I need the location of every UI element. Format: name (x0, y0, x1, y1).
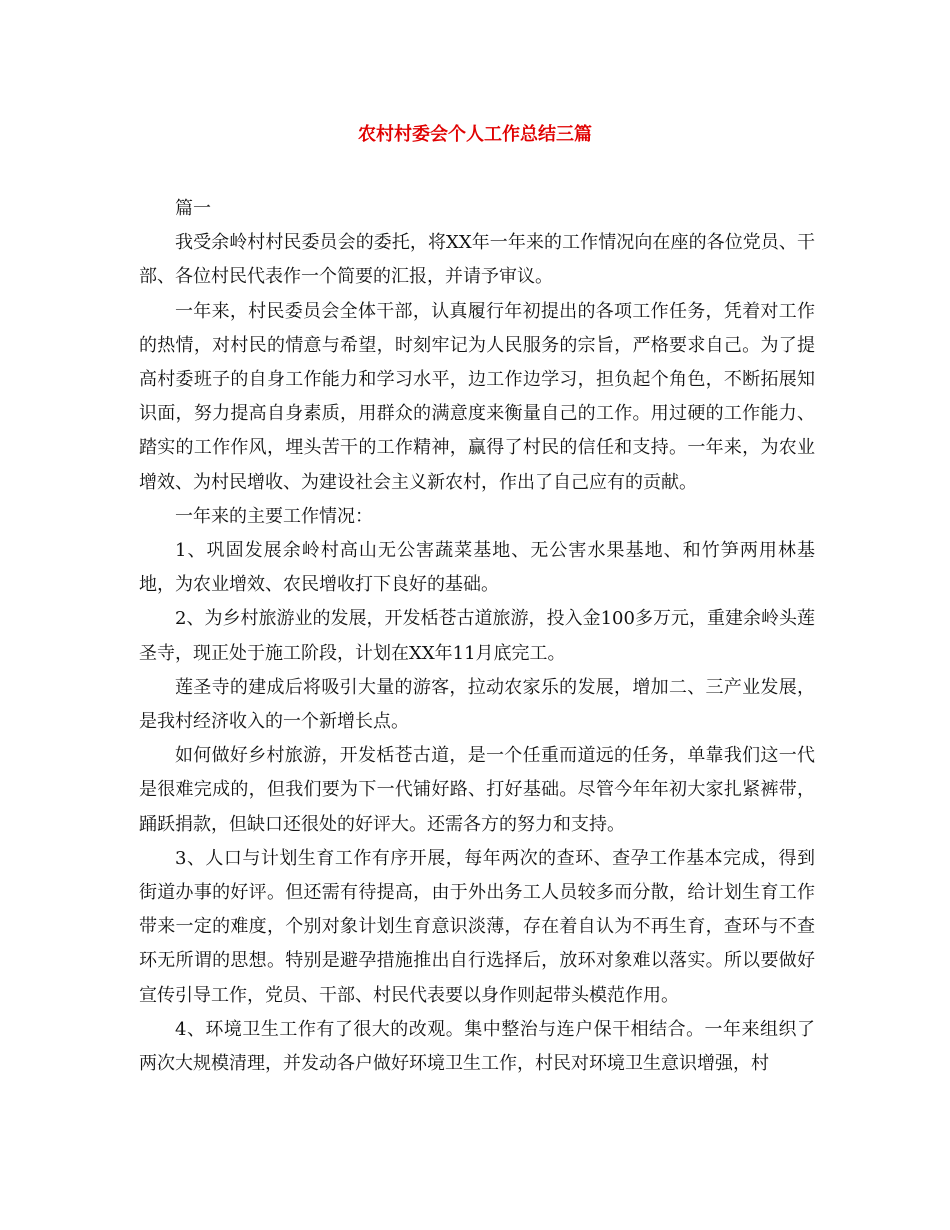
document-title: 农村村委会个人工作总结三篇 (358, 124, 592, 145)
paragraph: 2、为乡村旅游业的发展，开发栝苍古道旅游，投入金100多万元，重建余岭头莲圣寺，现正处于施工阶段，计划在XX年11月底完工。 (139, 608, 815, 664)
paragraph: 3、人口与计划生育工作有序开展，每年两次的查环、查孕工作基本完成，得到街道办事的好评。但还需有待提高，由于外出务工人员较多而分散，给计划生育工作带来一定的难度，个别对象计划生育意识淡薄，存在着自认为不再生育，查环与不查环无所谓的思想。特别是避孕措施推出自行选择后，放环对象难以落实。所以要做好宣传引导工作，党员、干部、村民代表要以身作则起带头模范作用。 (139, 847, 815, 1006)
paragraph: 一年来，村民委员会全体干部，认真履行年初提出的各项工作任务，凭着对工作的热情，对村民的情意与希望，时刻牢记为人民服务的宗旨，严格要求自己。为了提高村委班子的自身工作能力和学习水平，边工作边学习，担负起个角色，不断拓展知识面，努力提高自身素质，用群众的满意度来衡量自己的工作。用过硬的工作能力、踏实的工作作风，埋头苦干的工作精神，赢得了村民的信任和支持。一年来，为农业增效、为村民增收、为建设社会主义新农村，作出了自己应有的贡献。 (139, 300, 815, 493)
paragraph: 一年来的主要工作情况： (175, 505, 373, 527)
paragraph: 我受余岭村村民委员会的委托，将XX年一年来的工作情况向在座的各位党员、干部、各位村民代表作一个简要的汇报，并请予审议。 (139, 232, 815, 288)
document-body (139, 192, 815, 1081)
paragraph: 1、巩固发展余岭村高山无公害蔬菜基地、无公害水果基地、和竹笋两用林基地，为农业增效、农民增收打下良好的基础。 (139, 540, 815, 596)
paragraph: 如何做好乡村旅游，开发栝苍古道，是一个任重而道远的任务，单靠我们这一代是很难完成的，但我们要为下一代铺好路、打好基础。尽管今年年初大家扎紧裤带，踊跃捐款，但缺口还很处的好评大。还需各方的努力和支持。 (139, 745, 815, 835)
paragraph: 4、环境卫生工作有了很大的改观。集中整治与连户保干相结合。一年来组织了两次大规模清理，并发动各户做好环境卫生工作，村民对环境卫生意识增强，村 (139, 1018, 815, 1075)
paragraph: 莲圣寺的建成后将吸引大量的游客，拉动农家乐的发展，增加二、三产业发展，是我村经济收入的一个新增长点。 (139, 676, 815, 733)
section-heading: 篇一 (175, 198, 211, 219)
